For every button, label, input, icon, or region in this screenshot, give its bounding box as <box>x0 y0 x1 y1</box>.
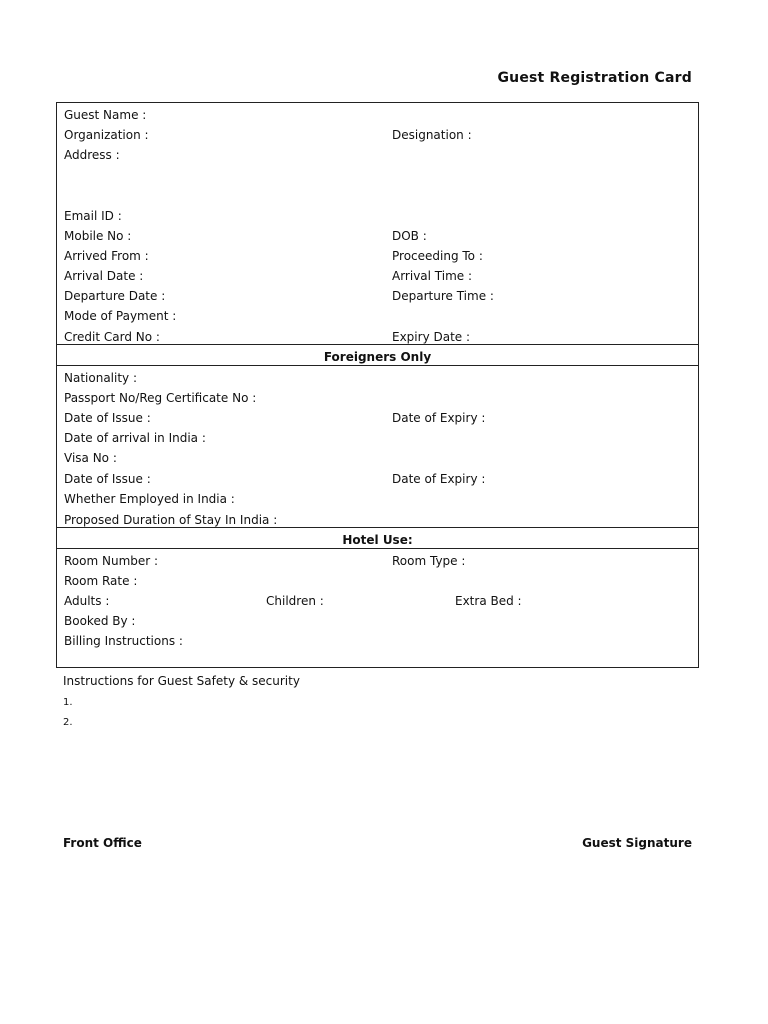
adults-label: Adults : <box>64 594 110 608</box>
arrived-from-label: Arrived From : <box>64 249 149 263</box>
booked-by-label: Booked By : <box>64 614 136 628</box>
dob-label: DOB : <box>392 229 427 243</box>
passport-label: Passport No/Reg Certificate No : <box>64 391 257 405</box>
room-type-label: Room Type : <box>392 554 466 568</box>
employed-label: Whether Employed in India : <box>64 492 235 506</box>
hotel-use-heading: Hotel Use: <box>342 533 413 547</box>
room-number-label: Room Number : <box>64 554 159 568</box>
instruction-item: 1. <box>63 697 73 708</box>
mode-of-payment-label: Mode of Payment : <box>64 309 177 323</box>
mobile-label: Mobile No : <box>64 229 132 243</box>
front-office-label: Front Office <box>63 836 142 850</box>
guest-name-label: Guest Name : <box>64 108 147 122</box>
guest-signature-label: Guest Signature <box>582 836 692 850</box>
visa-date-of-expiry-label: Date of Expiry : <box>392 472 486 486</box>
date-of-issue-label: Date of Issue : <box>64 411 151 425</box>
email-label: Email ID : <box>64 209 122 223</box>
arrival-india-label: Date of arrival in India : <box>64 431 206 445</box>
billing-label: Billing Instructions : <box>64 634 183 648</box>
page-title: Guest Registration Card <box>497 70 692 86</box>
visa-date-of-issue-label: Date of Issue : <box>64 472 151 486</box>
nationality-label: Nationality : <box>64 371 138 385</box>
room-rate-label: Room Rate : <box>64 574 138 588</box>
visa-label: Visa No : <box>64 451 117 465</box>
instruction-item: 2. <box>63 717 73 728</box>
address-label: Address : <box>64 148 120 162</box>
children-label: Children : <box>266 594 324 608</box>
proceeding-to-label: Proceeding To : <box>392 249 483 263</box>
divider <box>57 365 698 366</box>
extra-bed-label: Extra Bed : <box>455 594 522 608</box>
organization-label: Organization : <box>64 128 149 142</box>
duration-label: Proposed Duration of Stay In India : <box>64 513 278 527</box>
arrival-time-label: Arrival Time : <box>392 269 473 283</box>
credit-card-label: Credit Card No : <box>64 330 160 344</box>
instructions-heading: Instructions for Guest Safety & security <box>63 674 300 688</box>
divider <box>57 527 698 528</box>
expiry-date-label: Expiry Date : <box>392 330 471 344</box>
foreigners-heading: Foreigners Only <box>323 350 432 364</box>
registration-form <box>56 102 699 668</box>
divider <box>57 548 698 549</box>
departure-date-label: Departure Date : <box>64 289 166 303</box>
departure-time-label: Departure Time : <box>392 289 494 303</box>
arrival-date-label: Arrival Date : <box>64 269 144 283</box>
designation-label: Designation : <box>392 128 472 142</box>
date-of-expiry-label: Date of Expiry : <box>392 411 486 425</box>
divider <box>57 344 698 345</box>
